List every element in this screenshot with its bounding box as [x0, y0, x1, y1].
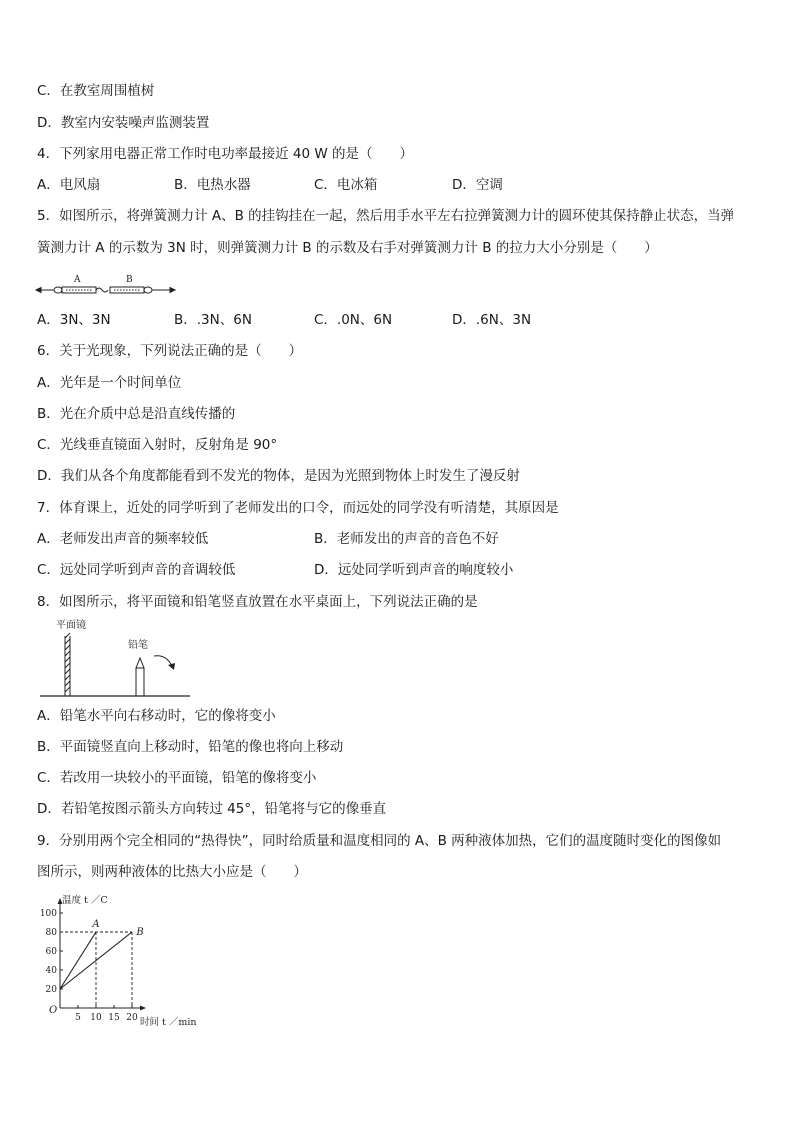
q8-option-c: C．若改用一块较小的平面镜，铅笔的像将变小	[37, 770, 317, 786]
chart-series-line-A	[60, 932, 96, 989]
q7-option-a: A．老师发出声音的频率较低	[37, 531, 209, 547]
q7-option-c: C．远处同学听到声音的音调较低	[37, 562, 236, 578]
chart-y-tick-label-0: 20	[45, 985, 57, 995]
pencil-label: 铅笔	[128, 640, 148, 651]
q6-option-c: C．光线垂直镜面入射时，反射角是 90°	[37, 437, 278, 453]
q8-option-d: D．若铅笔按图示箭头方向转过 45°，铅笔将与它的像垂直	[37, 801, 387, 817]
chart-x-tick-label-0: 5	[75, 1013, 81, 1023]
spring-label-a: A	[74, 275, 81, 285]
chart-x-axis-label: 时间 t ／min	[140, 1017, 197, 1028]
q3-option-d: D．教室内安装噪声监测装置	[37, 115, 210, 131]
q4-option-a: A．电风扇	[37, 177, 101, 193]
q5-option-c: C．.0N、6N	[314, 312, 393, 328]
q5-option-a: A．3N、3N	[37, 312, 111, 328]
chart-y-tick-label-1: 40	[45, 966, 57, 976]
chart-x-tick-label-1: 10	[90, 1013, 102, 1023]
q4-option-b: B．电热水器	[174, 177, 251, 193]
q8-option-a: A．铅笔水平向右移动时，它的像将变小	[37, 708, 276, 724]
q6-option-a: A．光年是一个时间单位	[37, 375, 182, 391]
q3-option-c: C．在教室周围植树	[37, 83, 155, 99]
q9-stem-line1: 9．分别用两个完全相同的“热得快”，同时给质量和温度相同的 A、B 两种液体加热，它们的温度随时变化的图像如	[37, 833, 722, 849]
q4-option-d: D．空调	[452, 177, 503, 193]
q7-stem: 7．体育课上，近处的同学听到了老师发出的口令，而远处的同学没有听清楚，其原因是	[37, 500, 559, 516]
q5-option-b: B．.3N、6N	[174, 312, 252, 328]
q7-option-b: B．老师发出的声音的音色不好	[314, 531, 499, 547]
chart-y-tick-label-2: 60	[45, 947, 57, 957]
temperature-time-chart	[34, 890, 209, 1030]
q8-stem: 8．如图所示，将平面镜和铅笔竖直放置在水平桌面上，下列说法正确的是	[37, 594, 478, 610]
chart-x-tick-label-3: 20	[126, 1013, 138, 1023]
q4-stem: 4．下列家用电器正常工作时电功率最接近 40 W 的是（ ）	[37, 146, 413, 162]
q6-option-d: D．我们从各个角度都能看到不发光的物体，是因为光照到物体上时发生了漫反射	[37, 468, 520, 484]
chart-x-tick-label-2: 15	[108, 1013, 120, 1023]
chart-origin-label: O	[49, 1005, 58, 1016]
mirror-label: 平面镜	[56, 620, 86, 631]
q9-stem-line2: 图所示，则两种液体的比热大小应是（ ）	[37, 864, 307, 880]
chart-x-axis-arrow	[140, 1006, 146, 1011]
mirror-pencil-figure	[38, 616, 194, 700]
spring-scale-figure	[34, 270, 180, 300]
q7-option-d: D．远处同学听到声音的响度较小	[314, 562, 514, 578]
spring-label-b: B	[126, 275, 133, 285]
q5-stem-line2: 簧测力计 A 的示数为 3N 时，则弹簧测力计 B 的示数及右手对弹簧测力计 B 的拉力大小分别是（ ）	[37, 240, 658, 256]
chart-series-line-B	[60, 932, 132, 989]
q6-option-b: B．光在介质中总是沿直线传播的	[37, 406, 236, 422]
chart-series-label-B: B	[136, 927, 144, 938]
q4-option-c: C．电冰箱	[314, 177, 378, 193]
chart-y-tick-label-4: 100	[39, 909, 57, 919]
chart-y-axis-label: 温度 t ／C	[62, 895, 108, 906]
q5-stem-line1: 5．如图所示，将弹簧测力计 A、B 的挂钩挂在一起，然后用手水平左右拉弹簧测力计的圆环使其保持静止状态，当弹	[37, 208, 735, 224]
q8-option-b: B．平面镜竖直向上移动时，铅笔的像也将向上移动	[37, 739, 344, 755]
chart-series-label-A: A	[92, 919, 100, 930]
chart-y-tick-label-3: 80	[45, 928, 57, 938]
q6-stem: 6．关于光现象，下列说法正确的是（ ）	[37, 343, 303, 359]
q5-option-d: D．.6N、3N	[452, 312, 532, 328]
